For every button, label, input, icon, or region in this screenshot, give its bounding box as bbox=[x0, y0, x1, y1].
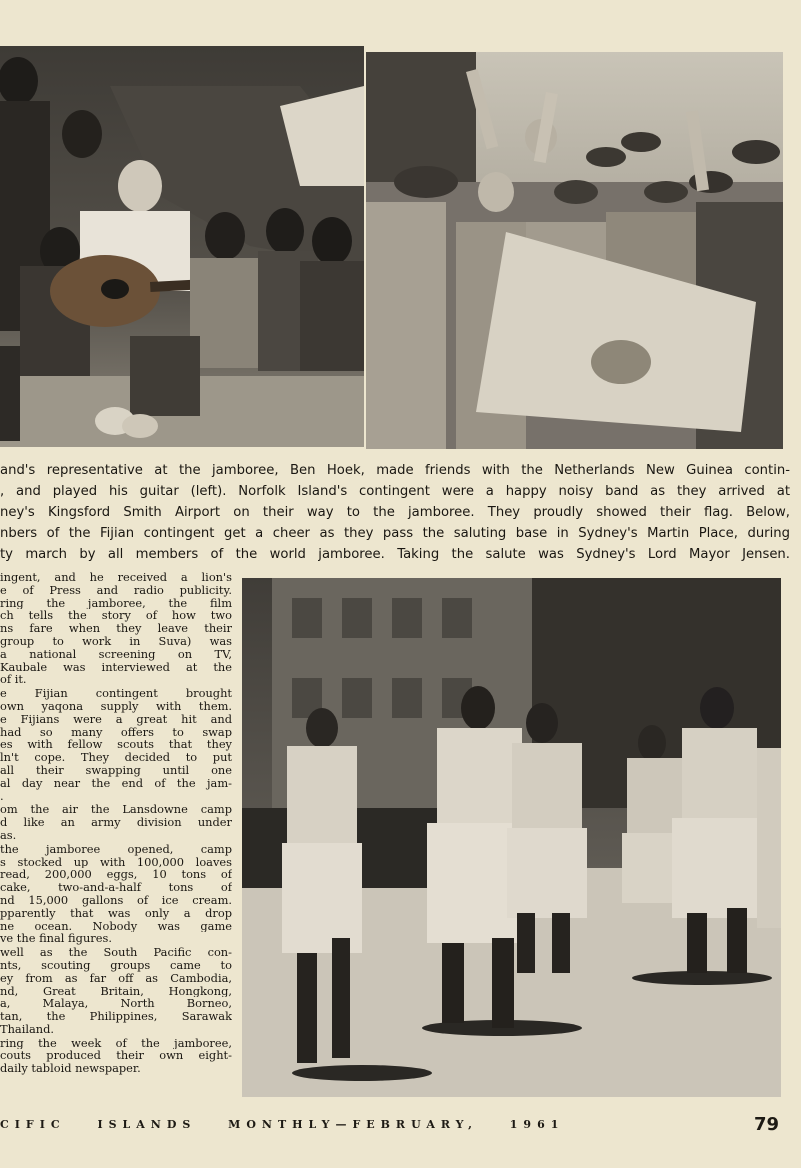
article-line: tan, the Philippines, Sarawak bbox=[0, 1010, 232, 1023]
caption-line: and's representative at the jamboree, Ben Hoek, made friends with the Netherlands New Guinea contin- bbox=[0, 463, 790, 478]
photo-fijian-march-image bbox=[242, 578, 781, 1097]
article-line: d like an army division under bbox=[0, 816, 232, 829]
article-line: the jamboree opened, camp bbox=[0, 842, 232, 856]
article-line: a, Malaya, North Borneo, bbox=[0, 997, 232, 1011]
article-line: ln't cope. They decided to put bbox=[0, 751, 232, 764]
article-line: well as the South Pacific con- bbox=[0, 946, 232, 959]
article-line: Thailand. bbox=[0, 1022, 55, 1036]
article-line: e of Press and radio publicity. bbox=[0, 583, 232, 597]
article-line: es with fellow scouts that they bbox=[0, 738, 232, 752]
article-line: pparently that was only a drop bbox=[0, 906, 232, 920]
article-line: group to work in Suva) was bbox=[0, 634, 232, 648]
article-line: nts, scouting groups came to bbox=[0, 958, 232, 972]
photo-caption bbox=[0, 460, 790, 565]
caption-line: , and played his guitar (left). Norfolk Island's contingent were a happy noisy band as they arrived at bbox=[0, 484, 790, 499]
photo-scouts-guitar bbox=[0, 46, 364, 447]
article-line: e Fijians were a great hit and bbox=[0, 712, 232, 726]
article-line: ch tells the story of how two bbox=[0, 609, 232, 623]
article-line: own yaqona supply with them. bbox=[0, 699, 232, 713]
photo-norfolk-flag-image bbox=[366, 52, 783, 449]
article-line: nd 15,000 gallons of ice cream. bbox=[0, 893, 232, 907]
article-line: ve the final figures. bbox=[0, 932, 112, 946]
article-line: om the air the Lansdowne camp bbox=[0, 803, 232, 817]
article-line: had so many offers to swap bbox=[0, 725, 232, 739]
article-line: all their swapping until one bbox=[0, 763, 232, 777]
article-line: ns fare when they leave their bbox=[0, 622, 232, 635]
article-line: daily tabloid newspaper. bbox=[0, 1062, 141, 1076]
article-line: read, 200,000 eggs, 10 tons of bbox=[0, 868, 232, 882]
caption-line: nbers of the Fijian contingent get a cheer as they pass the saluting base in Sydney's Martin Place, during bbox=[0, 526, 790, 541]
photo-scouts-guitar-image bbox=[0, 46, 364, 447]
magazine-title: CIFIC ISLANDS MONTHLY—FEBRUARY, 1961 bbox=[0, 1118, 565, 1131]
page-number: 79 bbox=[753, 1114, 779, 1135]
article-line: al day near the end of the jam- bbox=[0, 776, 232, 790]
article-line: . bbox=[0, 789, 4, 803]
article-column bbox=[0, 571, 232, 1075]
article-line: ne ocean. Nobody was game bbox=[0, 919, 232, 933]
article-line: of it. bbox=[0, 673, 27, 687]
caption-line: ty march by all members of the world jamboree. Taking the salute was Sydney's Lord Mayor Jensen. bbox=[0, 547, 790, 562]
article-line: e Fijian contingent brought bbox=[0, 687, 232, 700]
article-line: couts produced their own eight- bbox=[0, 1049, 232, 1063]
photo-fijian-march bbox=[242, 578, 781, 1097]
article-line: nd, Great Britain, Hongkong, bbox=[0, 984, 232, 998]
photo-norfolk-flag bbox=[366, 52, 783, 449]
article-line: s stocked up with 100,000 loaves bbox=[0, 855, 232, 869]
article-line: cake, two-and-a-half tons of bbox=[0, 881, 232, 894]
article-line: ingent, and he received a lion's bbox=[0, 571, 232, 584]
article-line: a national screening on TV, bbox=[0, 647, 232, 661]
article-line: ring the week of the jamboree, bbox=[0, 1036, 232, 1050]
article-line: ey from as far off as Cambodia, bbox=[0, 971, 232, 985]
page-footer bbox=[0, 1113, 801, 1137]
article-line: Kaubale was interviewed at the bbox=[0, 660, 232, 674]
caption-line: ney's Kingsford Smith Airport on their way to the jamboree. They proudly showed their flag. Below, bbox=[0, 505, 790, 520]
article-line: as. bbox=[0, 828, 17, 842]
article-line: ring the jamboree, the film bbox=[0, 596, 232, 610]
